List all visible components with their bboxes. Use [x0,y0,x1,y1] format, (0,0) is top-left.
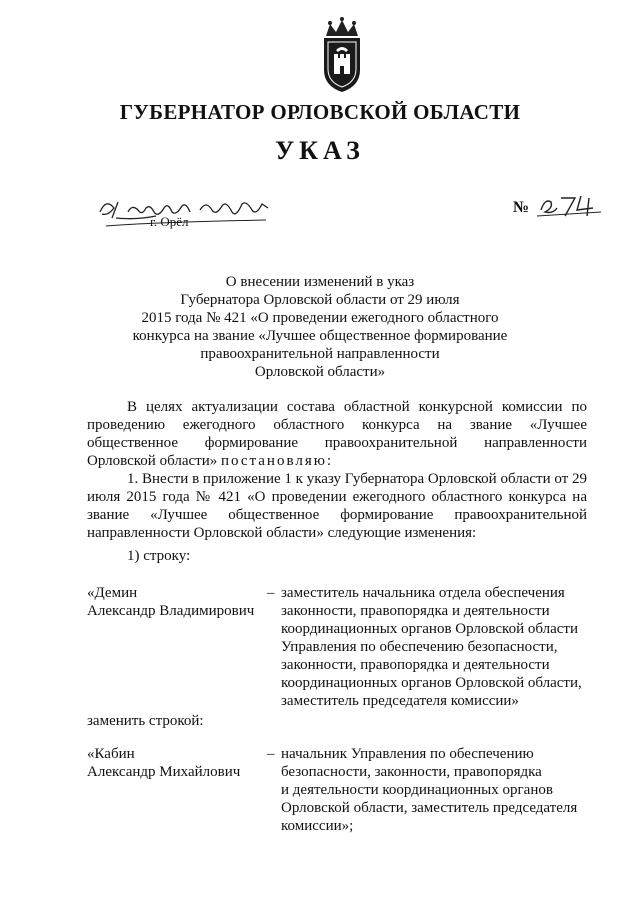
position-line: законности, правопорядка и деятельности [281,657,550,673]
new-entry-dash: – [267,746,275,762]
position-line: координационных органов Орловской области, [281,675,582,691]
position-line: комиссии»; [281,818,354,834]
svg-text:21 декабря 2015г.: 21 декабря 2015г. [96,177,215,194]
position-line: безопасности, законности, правопорядка [281,764,542,780]
position-line: заместитель председателя комиссии» [281,693,519,709]
decree-title [120,273,520,381]
position-line: законности, правопорядка и деятельности [281,603,550,619]
document-type: УКАЗ [275,136,365,165]
title-line: 2015 года № 421 «О проведении ежегодного областного [141,310,499,326]
old-entry-position [281,584,591,710]
title-line: Орловской области» [254,364,386,380]
old-entry-dash: – [267,585,275,601]
preamble-emphasis: постановляю: [220,453,334,469]
preamble-text: В целях актуализации состава областной конкурсной комиссии по проведению ежегодного областного конкурса на звание «Лучшее общественное формирование правоохранительной направленности Орловской области» [87,399,587,469]
issuer-title: ГУБЕРНАТОР ОРЛОВСКОЙ ОБЛАСТИ [119,100,521,124]
point-1-paragraph: 1. Внести в приложение 1 к указу Губернатора Орловской области от 29 июля 2015 года № 421 «О проведении ежегодного областного конкурса на звание «Лучшее общественное формирование правоохранительной направленности Орловской области» следующие изменения: [87,471,587,541]
old-entry-given-names: Александр Владимирович [87,603,255,619]
old-entry-surname: «Демин [87,585,138,601]
title-line: О внесении изменений в указ [225,274,415,290]
position-line: и деятельности координационных органов [281,782,553,798]
title-line: конкурса на звание «Лучшее общественное формирование [132,328,508,344]
new-entry-position [281,745,591,835]
title-line: правоохранительной направленности [200,346,440,362]
coat-of-arms-emblem [316,14,368,94]
new-entry-name [87,745,267,781]
preamble-paragraph [87,398,587,470]
replace-label: заменить строкой: [87,713,204,729]
number-label: № [513,199,530,216]
title-line: Губернатора Орловской области от 29 июля [180,292,460,308]
position-line: заместитель начальника отдела обеспечения [281,585,565,601]
position-line: Управления по обеспечению безопасности, [281,639,558,655]
city-label: г. Орёл [150,214,189,229]
position-line: начальник Управления по обеспечению [281,746,534,762]
new-entry-given-names: Александр Михайлович [87,764,241,780]
position-line: координационных органов Орловской области [281,621,578,637]
new-entry-surname: «Кабин [87,746,135,762]
old-entry-name [87,584,267,620]
position-line: Орловской области, заместитель председателя [281,800,578,816]
handwritten-number [535,188,605,220]
subpoint-1: 1) строку: [127,548,191,564]
